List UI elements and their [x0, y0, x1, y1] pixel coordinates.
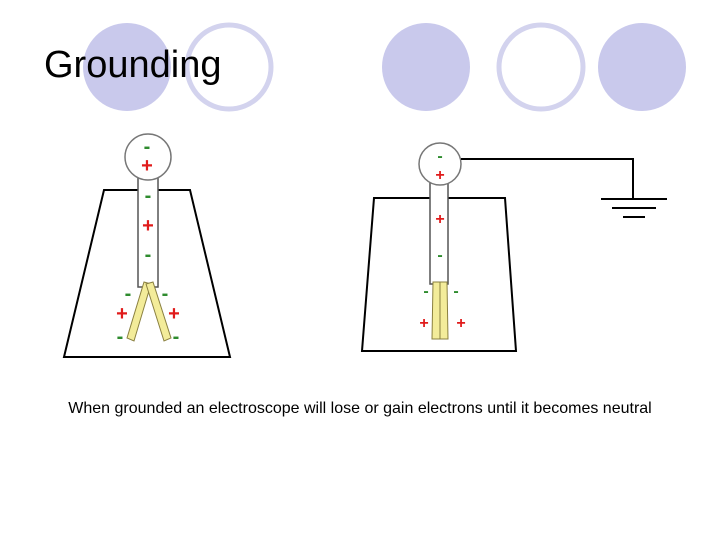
plus-charge: +	[141, 155, 153, 177]
decor-circle-filled	[598, 23, 686, 111]
minus-charge: -	[453, 283, 459, 300]
electroscope-stem	[430, 180, 448, 284]
electroscope-leaf	[440, 282, 448, 339]
plus-charge: +	[456, 315, 466, 332]
minus-charge: -	[161, 283, 169, 305]
decor-circle-ring	[499, 25, 583, 109]
plus-charge: +	[142, 215, 154, 237]
minus-charge: -	[143, 136, 151, 158]
minus-charge: -	[144, 244, 152, 266]
ground-wire	[461, 159, 633, 199]
decor-circle-filled	[382, 23, 470, 111]
slide-caption: When grounded an electroscope will lose or gain electrons until it becomes neutral	[68, 400, 652, 417]
minus-charge: -	[124, 283, 132, 305]
minus-charge: -	[437, 247, 443, 264]
minus-charge: -	[437, 148, 443, 165]
plus-charge: +	[435, 211, 445, 228]
minus-charge: -	[144, 185, 152, 207]
minus-charge: -	[172, 326, 180, 348]
plus-charge: +	[435, 167, 445, 184]
electroscope-leaf	[432, 282, 440, 339]
minus-charge: -	[423, 283, 429, 300]
plus-charge: +	[116, 303, 128, 325]
plus-charge: +	[168, 303, 180, 325]
plus-charge: +	[419, 315, 429, 332]
minus-charge: -	[116, 326, 124, 348]
slide-title: Grounding	[44, 44, 222, 86]
